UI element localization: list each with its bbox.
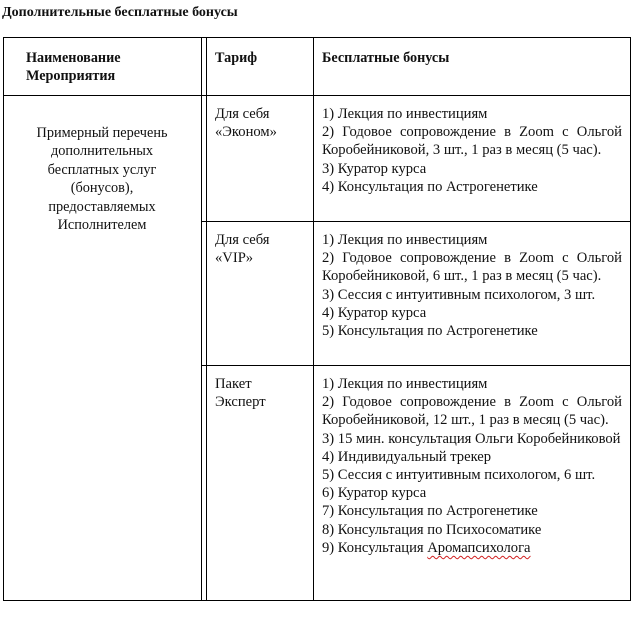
- activity-line: бесплатных услуг: [47, 161, 157, 178]
- list-item: 3) Куратор курса: [322, 160, 427, 177]
- activity-line: (бонусов),: [70, 180, 134, 197]
- list-item: 3) Сессия с интуитивным психологом, 3 шт.: [322, 286, 596, 303]
- activity-line: Примерный перечень: [36, 125, 168, 141]
- activity-line: предоставляемых: [48, 198, 156, 215]
- list-item: 8) Консультация по Психосоматике: [322, 521, 542, 538]
- table-border-bottom: [3, 600, 631, 601]
- bonus-list-expert: [322, 375, 622, 557]
- tariff-vip: [215, 231, 310, 267]
- tariff-line: Пакет: [215, 376, 252, 392]
- row-divider-1: [201, 221, 631, 222]
- list-item: 1) Лекция по инвестициям: [322, 376, 488, 392]
- list-item: 4) Консультация по Астрогенетике: [322, 178, 538, 195]
- header-activity-line: Наименование: [26, 50, 121, 66]
- list-item-last: 9) Консультация Аромапсихолога: [322, 539, 531, 556]
- list-item: 4) Куратор курса: [322, 304, 427, 321]
- tariff-line: «VIP»: [215, 250, 254, 267]
- bonus-list-vip: [322, 231, 622, 340]
- tariff-line: «Эконом»: [215, 124, 277, 141]
- row-divider-2: [201, 365, 631, 366]
- list-item: 1) Лекция по инвестициям: [322, 106, 488, 122]
- list-item: 3) 15 мин. консультация Ольги Коробейниковой: [322, 430, 621, 447]
- activity-line: дополнительных: [50, 143, 154, 160]
- list-item: 6) Куратор курса: [322, 485, 427, 502]
- list-item: 7) Консультация по Астрогенетике: [322, 503, 538, 520]
- tariff-line: Эксперт: [215, 394, 266, 411]
- header-activity-line: Мероприятия: [26, 68, 116, 84]
- header-activity: [26, 49, 196, 85]
- column-divider-double-b: [206, 37, 207, 601]
- spellcheck-word: Аромапсихолога: [427, 539, 531, 556]
- column-divider-double-a: [201, 37, 202, 601]
- document-title: Дополнительные бесплатные бонусы: [2, 5, 238, 20]
- column-divider-tariff: [313, 37, 314, 601]
- tariff-line: Для себя: [215, 232, 270, 248]
- tariff-expert: [215, 375, 310, 411]
- list-item: 4) Индивидуальный трекер: [322, 448, 492, 465]
- table-header-divider: [3, 95, 631, 96]
- table-border-top: [3, 37, 631, 38]
- table-border-left: [3, 37, 4, 601]
- activity-line: Исполнителем: [57, 217, 147, 234]
- list-item: 5) Сессия с интуитивным психологом, 6 шт.: [322, 467, 596, 484]
- list-item: 1) Лекция по инвестициям: [322, 232, 488, 248]
- list-item: 2) Годовое сопровождение в Zoom с Ольгой Коробейниковой, 12 шт., 1 раз в месяц (5 час).: [322, 394, 622, 429]
- table-border-right: [630, 37, 631, 601]
- tariff-econom: [215, 105, 310, 141]
- list-item: 5) Консультация по Астрогенетике: [322, 323, 538, 340]
- list-item: 2) Годовое сопровождение в Zoom с Ольгой Коробейниковой, 3 шт., 1 раз в месяц (5 час).: [322, 124, 622, 159]
- list-item: 2) Годовое сопровождение в Zoom с Ольгой Коробейниковой, 6 шт., 1 раз в месяц (5 час).: [322, 250, 622, 285]
- tariff-line: Для себя: [215, 106, 270, 122]
- header-bonuses: Бесплатные бонусы: [322, 50, 450, 66]
- header-tariff: Тариф: [215, 50, 258, 66]
- activity-description: [6, 124, 198, 234]
- bonus-list-econom: [322, 105, 622, 196]
